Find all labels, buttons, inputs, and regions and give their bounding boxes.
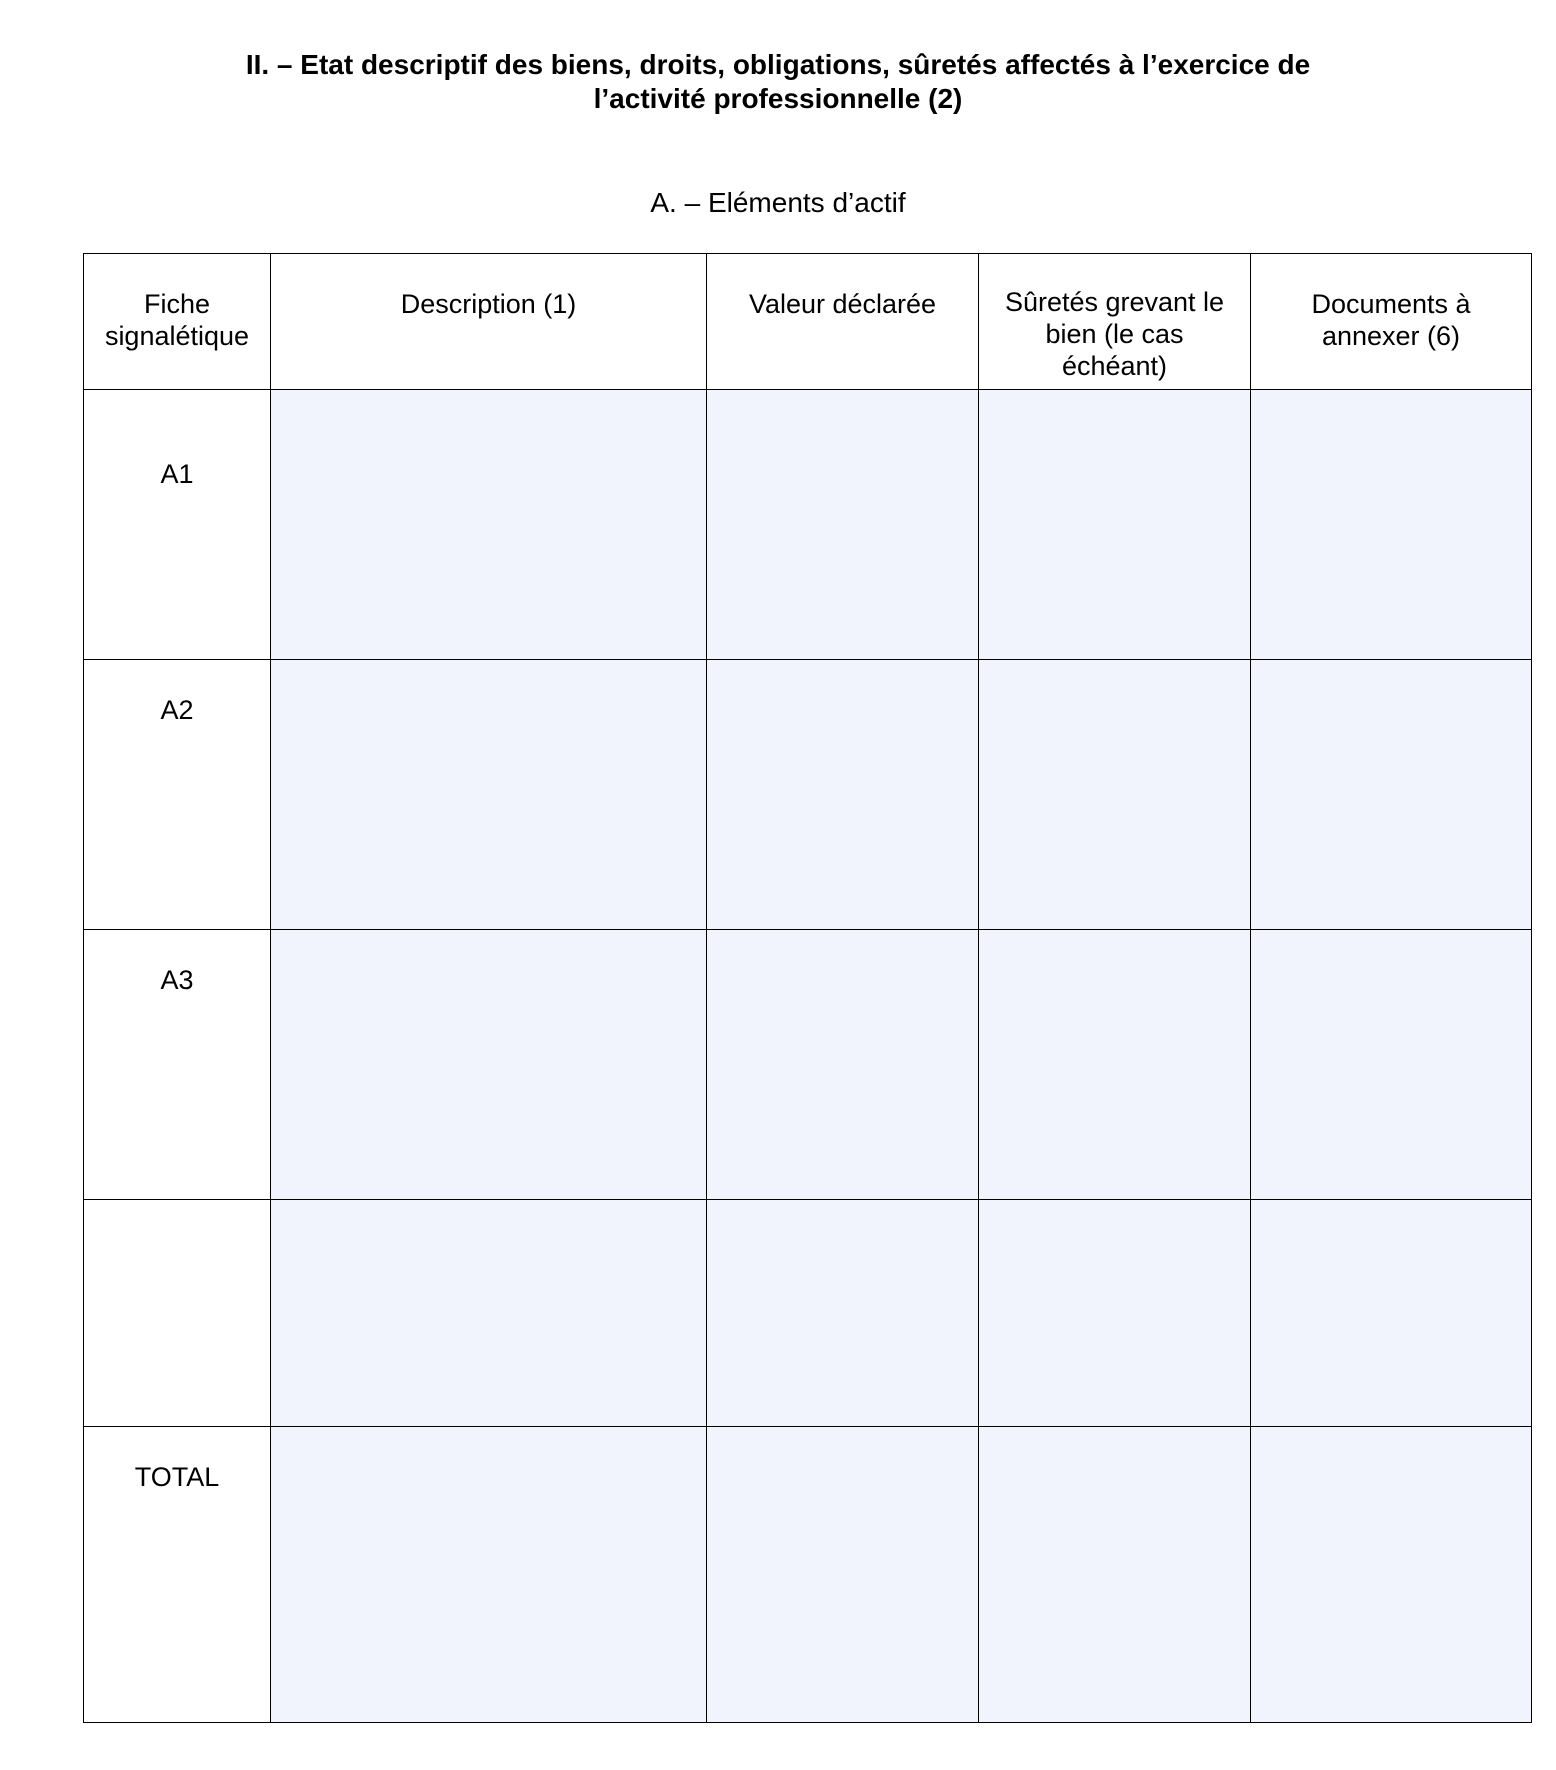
table-row (84, 1427, 1532, 1723)
row-label-a1: A1 (84, 390, 271, 660)
a3-suretes-field[interactable] (979, 930, 1251, 1200)
a2-valeur-field[interactable] (707, 660, 979, 930)
row4-valeur-field[interactable] (707, 1200, 979, 1427)
a3-documents-field[interactable] (1251, 930, 1532, 1200)
total-valeur-field[interactable] (707, 1427, 979, 1723)
row-label-a3: A3 (84, 930, 271, 1200)
row-label-blank (84, 1200, 271, 1427)
table-row (84, 930, 1532, 1200)
section-subtitle: A. – Eléments d’actif (650, 187, 906, 218)
form-title (0, 48, 1556, 116)
table-row (84, 660, 1532, 930)
a1-documents-field[interactable] (1251, 390, 1532, 660)
table-row (84, 1200, 1532, 1427)
total-suretes-field[interactable] (979, 1427, 1251, 1723)
row-label-total: TOTAL (84, 1427, 271, 1723)
column-header-description: Description (1) (271, 254, 707, 390)
a2-suretes-field[interactable] (979, 660, 1251, 930)
table-row (84, 390, 1532, 660)
row4-suretes-field[interactable] (979, 1200, 1251, 1427)
a2-description-field[interactable] (271, 660, 707, 930)
table-header-row (84, 254, 1532, 390)
a2-documents-field[interactable] (1251, 660, 1532, 930)
row-label-a2: A2 (84, 660, 271, 930)
column-header-valeur-declaree: Valeur déclarée (707, 254, 979, 390)
a3-description-field[interactable] (271, 930, 707, 1200)
column-header-suretes: Sûretés grevant le bien (le cas échéant) (979, 254, 1251, 390)
assets-table (83, 253, 1532, 1723)
form-title-line-2: l’activité professionnelle (2) (593, 83, 963, 114)
column-header-documents-a-annexer: Documents à annexer (6) (1251, 254, 1532, 390)
column-header-fiche-signaletique: Fiche signalétique (84, 254, 271, 390)
a1-valeur-field[interactable] (707, 390, 979, 660)
row4-documents-field[interactable] (1251, 1200, 1532, 1427)
a1-suretes-field[interactable] (979, 390, 1251, 660)
a3-valeur-field[interactable] (707, 930, 979, 1200)
a1-description-field[interactable] (271, 390, 707, 660)
total-documents-field[interactable] (1251, 1427, 1532, 1723)
form-title-line-1: II. – Etat descriptif des biens, droits, obligations, sûretés affectés à l’exercice de (245, 49, 1311, 80)
row4-description-field[interactable] (271, 1200, 707, 1427)
total-description-field[interactable] (271, 1427, 707, 1723)
